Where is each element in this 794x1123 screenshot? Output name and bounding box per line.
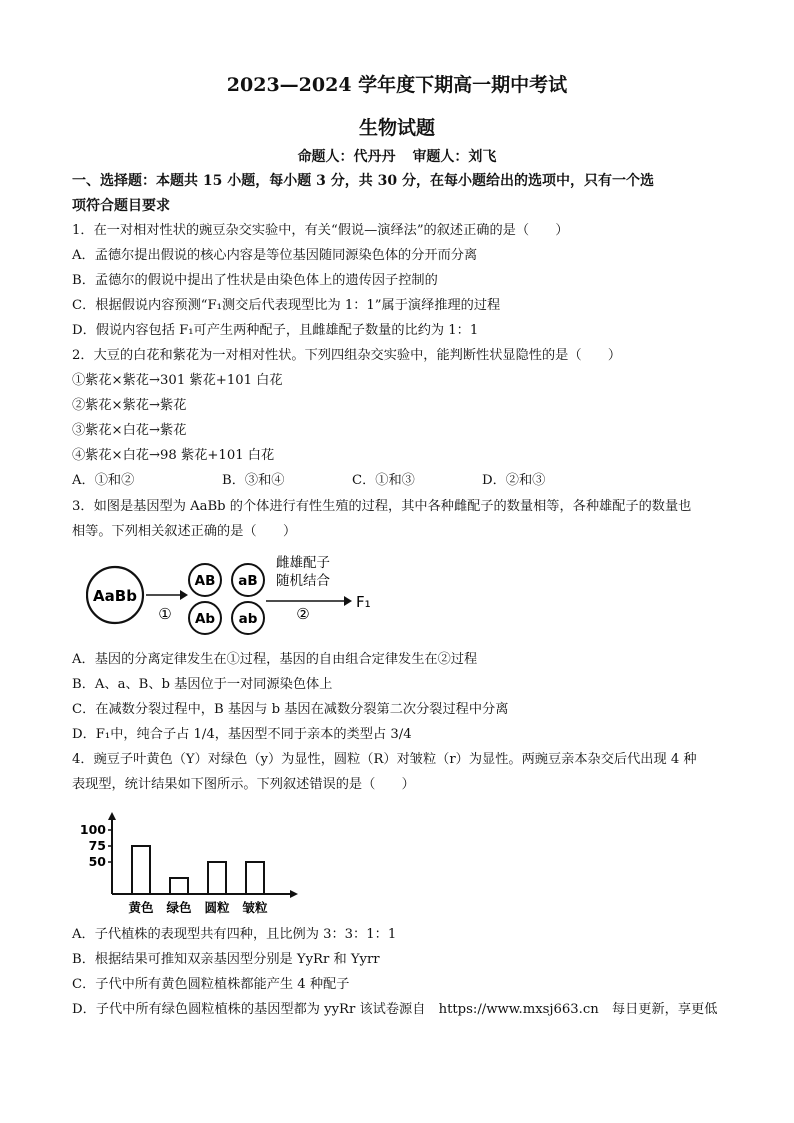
q1-option-d: D．假说内容包括 F₁可产生两种配子，且雌雄配子数量的比约为 1：1 (72, 323, 479, 338)
x-tick-label: 绿色 (166, 900, 192, 915)
x-tick-label: 黄色 (128, 900, 154, 915)
q3-stem: 3．如图是基因型为 AaBb 的个体进行有性生殖的过程，其中各种雌配子的数量相等，各种雄配子的数量也 (72, 499, 692, 514)
x-axis-arrowhead (290, 890, 298, 898)
section-heading: 一、选择题：本题共 15 小题，每小题 3 分，共 30 分，在每小题给出的选项中，只有一个选 (72, 173, 654, 189)
step1-label: ① (158, 605, 172, 623)
y-tick-label: 50 (88, 854, 106, 869)
section-heading-cont: 项符合题目要求 (72, 198, 170, 214)
q2-option-d: D．②和③ (482, 473, 546, 488)
q2-option-c: C．①和③ (352, 473, 415, 488)
q4-stem: 4．豌豆子叶黄色（Y）对绿色（y）为显性，圆粒（R）对皱粒（r）为显性。两豌豆亲本杂交后代出现 4 种 (72, 752, 697, 767)
q3-option-c: C．在减数分裂过程中，B 基因与 b 基因在减数分裂第二次分裂过程中分离 (72, 702, 509, 717)
q3-option-b: B．A、a、B、b 基因位于一对同源染色体上 (72, 677, 333, 692)
phenotype-bar-chart (76, 812, 306, 918)
reviewer-label: 审题人：刘飞 (412, 149, 497, 165)
q3-option-d: D．F₁中，纯合子占 1/4，基因型不同于亲本的类型占 3/4 (72, 727, 412, 742)
q4-option-a: A．子代植株的表现型共有四种，且比例为 3：3：1：1 (72, 927, 397, 942)
q1-stem: 1．在一对相对性状的豌豆杂交实验中，有关“假说—演绎法”的叙述正确的是（ ） (72, 223, 569, 238)
x-tick-label: 圆粒 (204, 900, 230, 915)
q2-option-a: A．①和② (72, 473, 135, 488)
x-tick-label: 皱粒 (242, 900, 268, 915)
bar (246, 862, 264, 894)
arrow-step2-head (344, 596, 352, 606)
f1-label: F₁ (356, 593, 371, 611)
q3-stem-cont: 相等。下列相关叙述正确的是（ ） (72, 524, 297, 539)
q4-option-c: C．子代中所有黄色圆粒植株都能产生 4 种配子 (72, 977, 350, 992)
q1-option-a: A．孟德尔提出假说的核心内容是等位基因随同源染色体的分开而分离 (72, 248, 478, 263)
bar (132, 846, 150, 894)
q4-option-d: D．子代中所有绿色圆粒植株的基因型都为 yyRr 该试卷源自 https://www.mxsj663.cn 每日更新，享更低 (72, 1002, 718, 1017)
y-tick-label: 100 (79, 822, 106, 837)
q2-cross-2: ②紫花×紫花→紫花 (72, 398, 187, 413)
author-label: 命题人：代丹丹 (297, 149, 396, 165)
subject-title: 生物试题 (358, 117, 435, 139)
gamete-diagram (86, 553, 386, 639)
y-tick-label: 75 (88, 838, 106, 853)
process-label-line2: 随机结合 (276, 573, 330, 589)
q4-option-b: B．根据结果可推知双亲基因型分别是 YyRr 和 Yyrr (72, 952, 380, 967)
gamete-label: aB (238, 573, 258, 589)
author-line (0, 146, 794, 166)
step2-label: ② (296, 605, 310, 623)
q2-option-b: B．③和④ (222, 473, 285, 488)
gamete-label: ab (238, 611, 258, 627)
q2-cross-3: ③紫花×白花→紫花 (72, 423, 187, 438)
parent-genotype-label: AaBb (93, 587, 137, 605)
q1-option-c: C．根据假说内容预测“F₁测交后代表现型比为 1：1”属于演绎推理的过程 (72, 298, 501, 313)
q4-stem-cont: 表现型，统计结果如下图所示。下列叙述错误的是（ ） (72, 777, 415, 792)
q2-stem: 2．大豆的白花和紫花为一对相对性状。下列四组杂交实验中，能判断性状显隐性的是（ ） (72, 348, 622, 363)
bar (170, 878, 188, 894)
gamete-label: AB (194, 573, 216, 589)
bar (208, 862, 226, 894)
gamete-label: Ab (194, 611, 216, 627)
q2-cross-4: ④紫花×白花→98 紫花+101 白花 (72, 448, 275, 463)
y-axis-arrowhead (108, 812, 116, 820)
process-label-line1: 雌雄配子 (276, 555, 330, 571)
q1-option-b: B．孟德尔的假说中提出了性状是由染色体上的遗传因子控制的 (72, 273, 438, 288)
exam-title: 2023—2024 学年度下期高一期中考试 (226, 74, 568, 96)
q2-options (72, 472, 545, 490)
q2-cross-1: ①紫花×紫花→301 紫花+101 白花 (72, 373, 283, 388)
arrow-step1-head (180, 590, 188, 600)
q3-option-a: A．基因的分离定律发生在①过程，基因的自由组合定律发生在②过程 (72, 652, 478, 667)
